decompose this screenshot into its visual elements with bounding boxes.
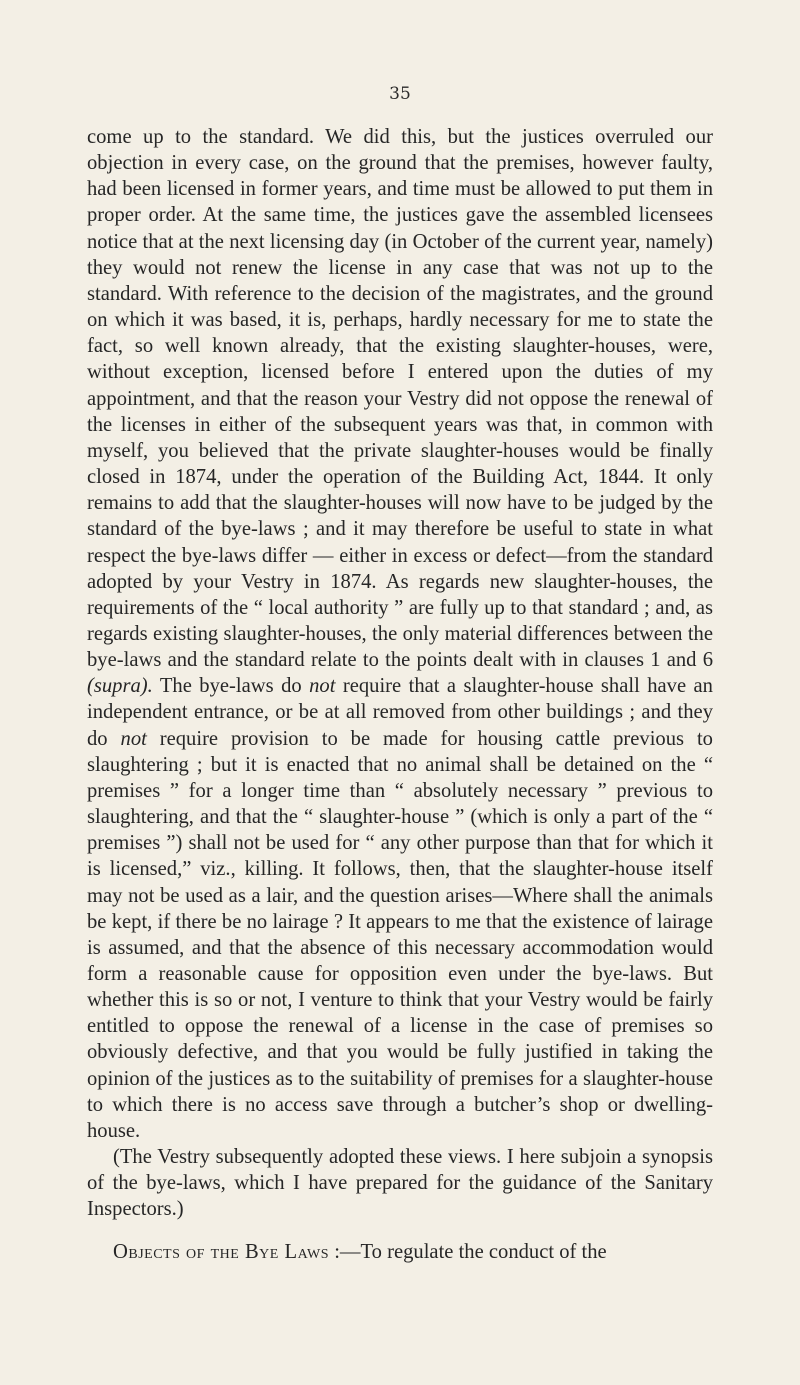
supra-reference: (supra). xyxy=(87,675,153,698)
paragraph-1-text-2: The bye-laws do xyxy=(152,675,310,698)
paragraph-1-text: come up to the standard. We did this, but the justices overruled our objection in every case, on the ground that the premises, however faulty, had been licensed in former years, and time must be allowed to put them in proper order. At the same time, the justices gave the assembled licensees notice that at the next licensing day (in October of the current year, namely) they would not renew the license in any case that was not up to the standard. With reference to the decision of the magistrates, and the ground on which it was based, it is, perhaps, hardly necessary for me to state the fact, so well known already, that the existing slaughter-houses, were, without exception, licensed before I entered upon the duties of my appointment, and that the reason your Vestry did not oppose the renewal of the licenses in either of the subsequent years was that, in common with myself, you believed that the private slaughter-houses would be finally closed in 1874, under the operation of the Building Act, 1844. It only remains to add that the slaughter-houses will now have to be judged by the standard of the bye-laws ; and it may therefore be useful to state in what respect the bye-laws differ — either in excess or defect—from the standard adopted by your Vestry in 1874. As regards new slaughter-houses, the requirements of the “ local authority ” are fully up to that standard ; and, as regards existing slaughter-houses, the only material differences between the bye-laws and the standard relate to the points dealt with in clauses 1 and 6 xyxy=(87,126,713,672)
body-text xyxy=(87,124,713,1265)
paragraph-2-text: (The Vestry subsequently adopted these views. I here subjoin a synopsis of the bye-laws, which I have prepared for the guidance of the Sanitary Inspectors.) xyxy=(87,1146,713,1221)
section-heading: Objects of the Bye Laws xyxy=(113,1240,330,1263)
paragraph-3-text: :—To regulate the conduct of the xyxy=(329,1240,607,1263)
emphasis-not-2: not xyxy=(120,727,147,750)
paragraph-1-text-4: require provision to be made for housing cattle previous to slaughtering ; but it is enacted that no animal shall be detained on the “ premises ” for a longer time than “ absolutely necessary ” previous to slaughtering, and that the “ slaughter-house ” (which is only a part of the “ premises ”) shall not be used for “ any other purpose than that for which it is licensed,” viz., killing. It follows, then, that the slaughter-house itself may not be used as a lair, and the question arises—Where shall the animals be kept, if there be no lairage ? It appears to me that the existence of lairage is assumed, and that the absence of this necessary accommodation would form a reasonable cause for opposition even under the bye-laws. But whether this is so or not, I venture to think that your Vestry would be fairly entitled to oppose the renewal of a license in the case of premises so obviously defective, and that you would be fully justified in taking the opinion of the justices as to the suitability of premises for a slaughter-house to which there is no access save through a butcher’s shop or dwelling-house. xyxy=(87,727,713,1142)
paragraph-1-text-3: require that a slaughter-house shall have an independent entrance, or be at all removed from other buildings ; and they do xyxy=(87,675,713,750)
page-number: 35 xyxy=(389,84,411,104)
paragraph-3 xyxy=(87,1239,713,1265)
paragraph-1 xyxy=(87,124,713,1144)
paragraph-2 xyxy=(87,1144,713,1222)
emphasis-not-1: not xyxy=(309,675,336,698)
